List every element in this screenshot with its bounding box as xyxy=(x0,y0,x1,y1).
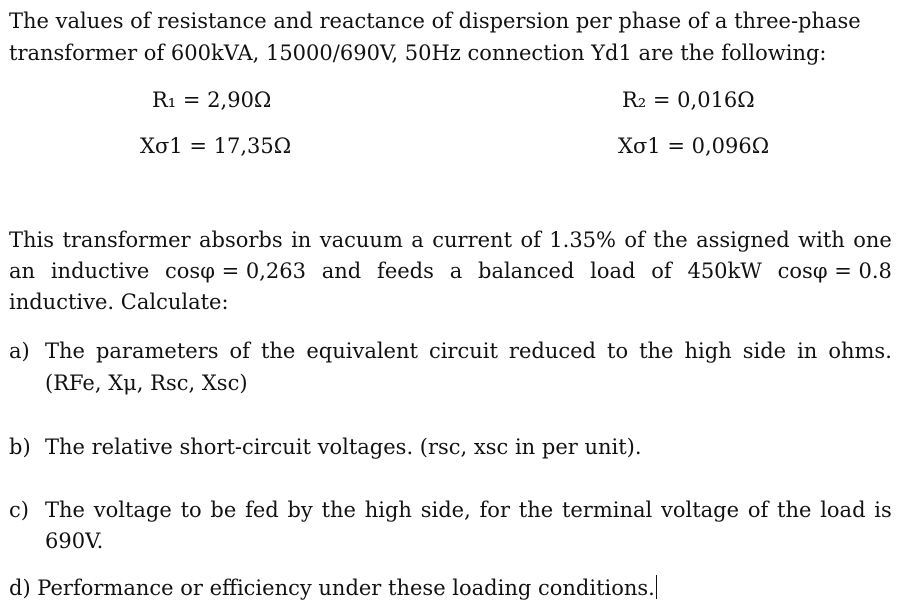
word: an xyxy=(9,259,36,283)
param-x1: Xσ1 = 17,35Ω xyxy=(140,134,292,158)
question-c-line-2: 690V. xyxy=(45,529,104,553)
intro-line-1: The values of resistance and reactance of dispersion per phase of a three-phase xyxy=(9,9,861,33)
word: the xyxy=(639,339,674,363)
question-c-label: c) xyxy=(9,498,29,522)
para2-line-3: inductive. Calculate: xyxy=(9,290,229,314)
word: balanced xyxy=(478,259,575,283)
word: of xyxy=(747,498,769,522)
word: This xyxy=(9,228,55,252)
word: and xyxy=(321,259,362,283)
param-r2: R₂ = 0,016Ω xyxy=(622,88,755,112)
question-a-label: a) xyxy=(9,339,30,363)
question-b-text: The relative short-circuit voltages. (rsc, xsc in per unit). xyxy=(45,435,642,459)
word: in xyxy=(291,228,312,252)
word: parameters xyxy=(95,339,219,363)
word: the xyxy=(321,498,356,522)
word: absorbs xyxy=(199,228,283,252)
word: for xyxy=(479,498,510,522)
question-d-label-text: d) Performance or efficiency under these loading conditions. xyxy=(9,576,655,600)
word: to xyxy=(607,339,629,363)
word: high xyxy=(684,339,732,363)
word: to xyxy=(180,498,202,522)
word: fed xyxy=(245,498,279,522)
word: the xyxy=(653,228,688,252)
word: side xyxy=(742,339,787,363)
word: the xyxy=(260,339,296,363)
word: equivalent xyxy=(306,339,418,363)
intro-line-2: transformer of 600kVA, 15000/690V, 50Hz connection Yd1 are the following: xyxy=(9,41,827,65)
word: of xyxy=(520,228,541,252)
word: The xyxy=(45,498,85,522)
word: be xyxy=(210,498,237,522)
word: side, xyxy=(420,498,471,522)
word: one xyxy=(853,228,892,252)
word: is xyxy=(874,498,892,522)
word: terminal xyxy=(561,498,653,522)
word: of xyxy=(624,228,645,252)
word: load xyxy=(820,498,866,522)
word: inductive xyxy=(50,259,150,283)
word: voltage xyxy=(661,498,740,522)
word: voltage xyxy=(93,498,172,522)
word: high xyxy=(364,498,412,522)
question-a-line-2: (RFe, Xμ, Rsc, Xsc) xyxy=(45,371,248,395)
param-x2: Xσ1 = 0,096Ω xyxy=(618,134,770,158)
word: current xyxy=(432,228,513,252)
word: in xyxy=(797,339,818,363)
word: cosφ = 0,263 xyxy=(165,259,306,283)
word: 450kW xyxy=(687,259,762,283)
word: circuit xyxy=(428,339,498,363)
word: 1.35% xyxy=(549,228,616,252)
word: The xyxy=(45,339,85,363)
word: of xyxy=(229,339,250,363)
word: the xyxy=(518,498,554,522)
text-cursor xyxy=(656,575,657,599)
word: by xyxy=(287,498,313,522)
word: reduced xyxy=(508,339,596,363)
para2-line-2 xyxy=(9,257,892,285)
question-c-line-1 xyxy=(45,496,892,524)
question-a-line-1 xyxy=(45,337,892,365)
word: load xyxy=(590,259,636,283)
word: the xyxy=(777,498,812,522)
word: of xyxy=(651,259,672,283)
word: assigned xyxy=(696,228,790,252)
question-d-text xyxy=(9,574,657,602)
word: ohms. xyxy=(828,339,892,363)
para2-line-1 xyxy=(9,226,892,254)
word: feeds xyxy=(377,259,434,283)
word: vacuum xyxy=(319,228,403,252)
question-b-label: b) xyxy=(9,435,31,459)
word: a xyxy=(411,228,424,252)
word: with xyxy=(798,228,845,252)
word: transformer xyxy=(62,228,191,252)
word: cosφ = 0.8 xyxy=(777,259,892,283)
word: a xyxy=(449,259,463,283)
param-r1: R₁ = 2,90Ω xyxy=(152,88,272,112)
